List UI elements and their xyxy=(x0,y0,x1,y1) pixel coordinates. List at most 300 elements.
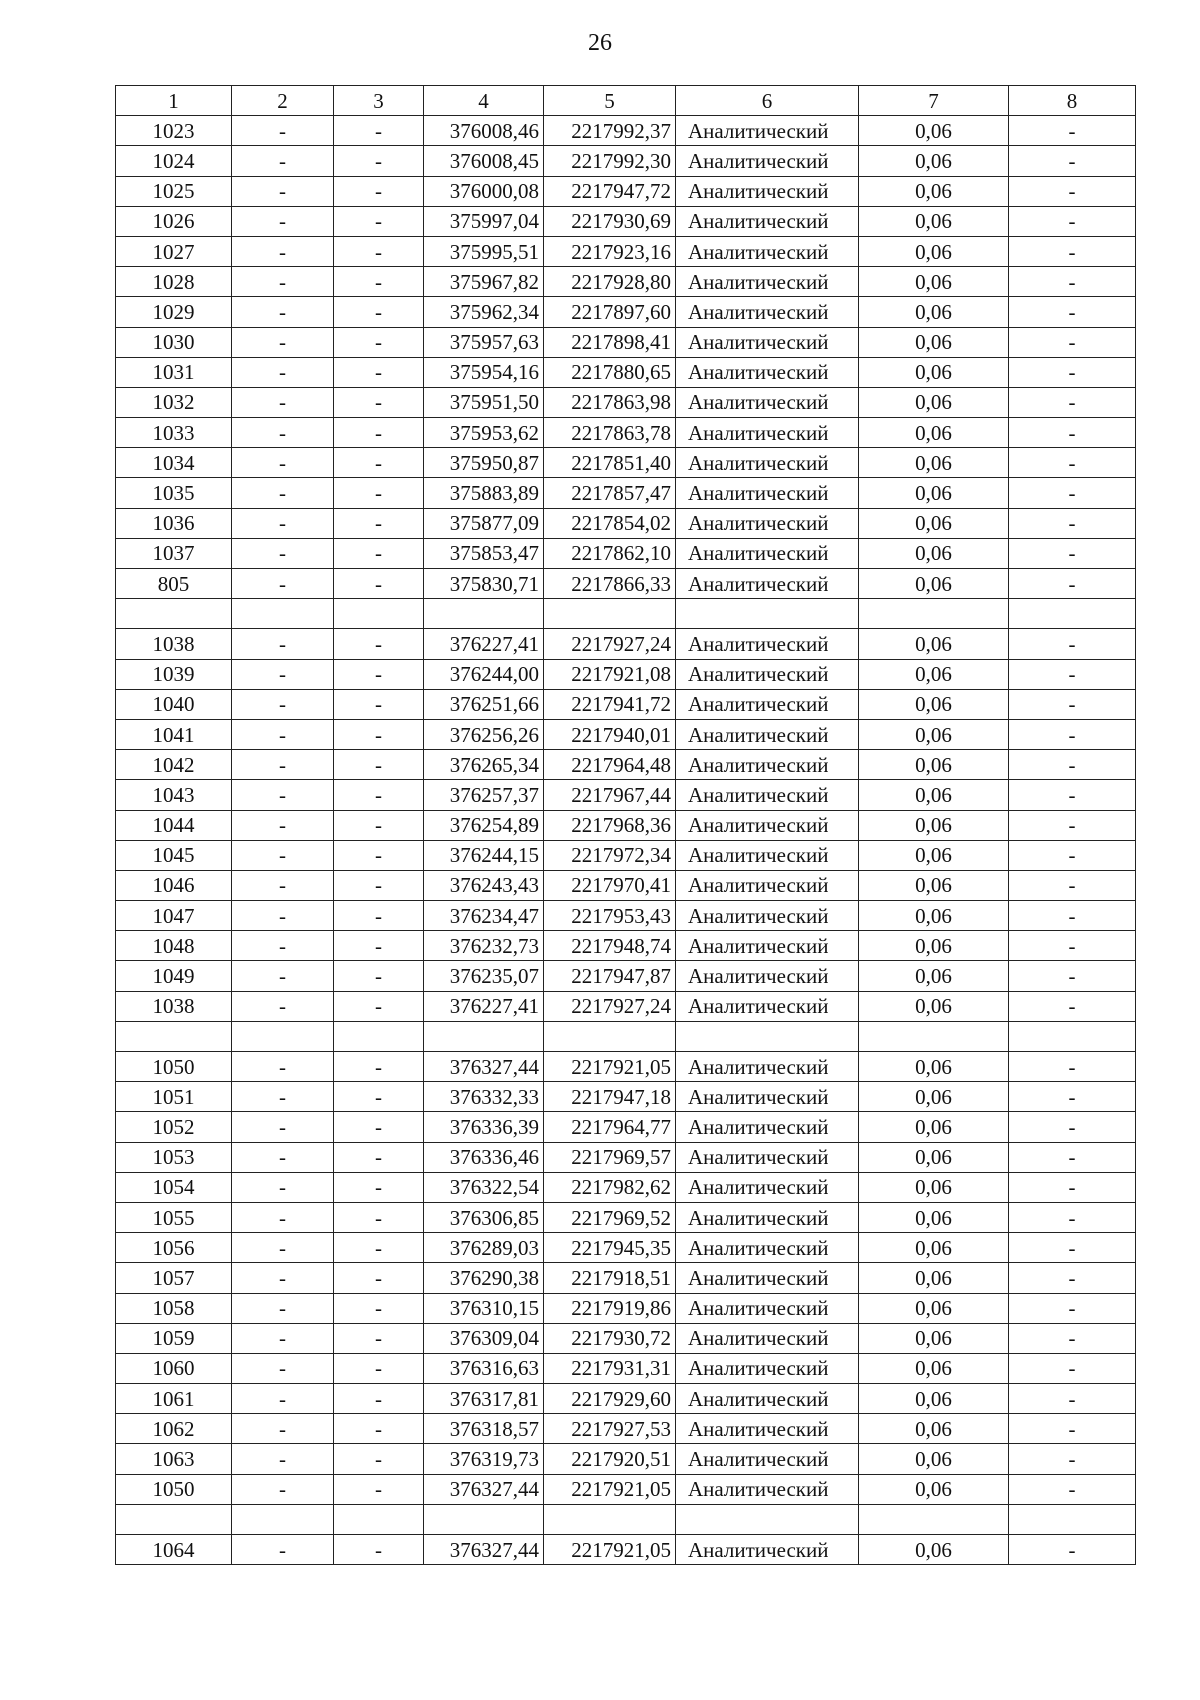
table-cell: 0,06 xyxy=(859,206,1009,236)
table-cell: 0,06 xyxy=(859,1112,1009,1142)
table-cell: Аналитический xyxy=(676,901,859,931)
table-cell: Аналитический xyxy=(676,840,859,870)
table-cell: - xyxy=(1009,146,1136,176)
table-cell: Аналитический xyxy=(676,418,859,448)
table-cell: - xyxy=(1009,961,1136,991)
table-cell: - xyxy=(232,1293,334,1323)
table-cell xyxy=(1009,1504,1136,1534)
table-cell: - xyxy=(1009,1384,1136,1414)
table-cell: Аналитический xyxy=(676,719,859,749)
table-cell: - xyxy=(334,146,424,176)
table-cell: - xyxy=(232,1172,334,1202)
table-cell: - xyxy=(1009,840,1136,870)
table-cell: - xyxy=(1009,357,1136,387)
table-cell: 1023 xyxy=(116,116,232,146)
table-cell: 1051 xyxy=(116,1082,232,1112)
table-cell: 2217854,02 xyxy=(544,508,676,538)
table-cell: - xyxy=(1009,931,1136,961)
table-cell: - xyxy=(334,931,424,961)
table-cell: - xyxy=(334,1444,424,1474)
table-cell: - xyxy=(232,508,334,538)
table-cell: 376008,46 xyxy=(424,116,544,146)
table-cell: - xyxy=(1009,508,1136,538)
table-cell: 2217898,41 xyxy=(544,327,676,357)
table-cell: 2217930,69 xyxy=(544,206,676,236)
table-cell: 1033 xyxy=(116,418,232,448)
table-cell: Аналитический xyxy=(676,870,859,900)
table-row xyxy=(116,327,1136,357)
table-cell: 2217927,53 xyxy=(544,1414,676,1444)
table-cell: 0,06 xyxy=(859,327,1009,357)
table-row xyxy=(116,1414,1136,1444)
table-cell: 376227,41 xyxy=(424,629,544,659)
table-cell: 1038 xyxy=(116,991,232,1021)
table-cell: - xyxy=(334,1142,424,1172)
table-cell: 0,06 xyxy=(859,1444,1009,1474)
table-cell: 2217863,98 xyxy=(544,387,676,417)
table-cell: - xyxy=(334,267,424,297)
table-cell: 376332,33 xyxy=(424,1082,544,1112)
table-cell: - xyxy=(1009,780,1136,810)
table-cell: Аналитический xyxy=(676,236,859,266)
table-cell: 1029 xyxy=(116,297,232,327)
table-cell: - xyxy=(232,236,334,266)
table-cell: - xyxy=(232,1384,334,1414)
table-cell: 0,06 xyxy=(859,1172,1009,1202)
table-cell: 2217851,40 xyxy=(544,448,676,478)
table-row xyxy=(116,357,1136,387)
table-cell: - xyxy=(1009,448,1136,478)
table-cell: - xyxy=(1009,569,1136,599)
table-row xyxy=(116,1082,1136,1112)
table-cell: 376257,37 xyxy=(424,780,544,810)
table-cell: 2217953,43 xyxy=(544,901,676,931)
coordinates-table xyxy=(115,85,1136,1565)
table-cell: 1053 xyxy=(116,1142,232,1172)
table-cell xyxy=(334,1021,424,1051)
table-cell: Аналитический xyxy=(676,206,859,236)
table-cell: 0,06 xyxy=(859,1293,1009,1323)
table-cell: Аналитический xyxy=(676,780,859,810)
table-row xyxy=(116,538,1136,568)
table-cell: - xyxy=(232,357,334,387)
table-row xyxy=(116,629,1136,659)
table-cell: 376316,63 xyxy=(424,1353,544,1383)
table-cell: - xyxy=(1009,1323,1136,1353)
table-cell: - xyxy=(1009,870,1136,900)
table-row xyxy=(116,1233,1136,1263)
table-cell: 1031 xyxy=(116,357,232,387)
table-cell: 375997,04 xyxy=(424,206,544,236)
table-cell: 0,06 xyxy=(859,508,1009,538)
table-row xyxy=(116,901,1136,931)
table-cell: - xyxy=(1009,206,1136,236)
table-cell: 0,06 xyxy=(859,236,1009,266)
table-cell: 375962,34 xyxy=(424,297,544,327)
table-cell: 2217928,80 xyxy=(544,267,676,297)
table-cell: 376319,73 xyxy=(424,1444,544,1474)
table-cell: 1036 xyxy=(116,508,232,538)
table-cell xyxy=(544,1021,676,1051)
table-cell: - xyxy=(232,931,334,961)
table-row xyxy=(116,1444,1136,1474)
table-cell: 375967,82 xyxy=(424,267,544,297)
table-cell: 0,06 xyxy=(859,780,1009,810)
table-row xyxy=(116,1112,1136,1142)
table-cell: - xyxy=(334,659,424,689)
column-header: 6 xyxy=(676,86,859,116)
table-row xyxy=(116,1535,1136,1565)
table-cell: Аналитический xyxy=(676,1535,859,1565)
table-row xyxy=(116,418,1136,448)
table-cell: Аналитический xyxy=(676,1263,859,1293)
table-cell: - xyxy=(232,1323,334,1353)
table-cell: 376289,03 xyxy=(424,1233,544,1263)
table-cell: Аналитический xyxy=(676,810,859,840)
table-cell xyxy=(334,599,424,629)
table-cell: 2217931,31 xyxy=(544,1353,676,1383)
table-cell: 2217921,05 xyxy=(544,1474,676,1504)
table-cell: 2217969,57 xyxy=(544,1142,676,1172)
table-cell: 2217947,87 xyxy=(544,961,676,991)
table-cell: - xyxy=(334,780,424,810)
table-cell: 0,06 xyxy=(859,1082,1009,1112)
table-cell: - xyxy=(334,327,424,357)
table-cell: - xyxy=(334,961,424,991)
table-cell: Аналитический xyxy=(676,750,859,780)
column-header: 8 xyxy=(1009,86,1136,116)
table-cell: - xyxy=(334,297,424,327)
table-row xyxy=(116,659,1136,689)
table-cell: Аналитический xyxy=(676,991,859,1021)
table-cell: 0,06 xyxy=(859,840,1009,870)
table-cell: - xyxy=(334,991,424,1021)
table-cell: 2217927,24 xyxy=(544,991,676,1021)
table-cell: Аналитический xyxy=(676,478,859,508)
table-cell: - xyxy=(232,1414,334,1444)
table-cell xyxy=(859,1021,1009,1051)
table-cell: 1050 xyxy=(116,1474,232,1504)
table-cell: - xyxy=(232,1112,334,1142)
table-cell: Аналитический xyxy=(676,1323,859,1353)
table-cell: 0,06 xyxy=(859,689,1009,719)
table-cell: Аналитический xyxy=(676,1233,859,1263)
table-cell: - xyxy=(334,1082,424,1112)
table-cell: 1045 xyxy=(116,840,232,870)
table-cell xyxy=(424,1504,544,1534)
table-cell: 1061 xyxy=(116,1384,232,1414)
column-header: 7 xyxy=(859,86,1009,116)
table-cell: 376310,15 xyxy=(424,1293,544,1323)
table-cell: Аналитический xyxy=(676,1082,859,1112)
table-cell: 376234,47 xyxy=(424,901,544,931)
table-cell: - xyxy=(334,719,424,749)
table-cell: - xyxy=(232,1202,334,1232)
table-cell: 2217863,78 xyxy=(544,418,676,448)
table-cell: Аналитический xyxy=(676,629,859,659)
table-cell: - xyxy=(1009,1052,1136,1082)
table-cell: - xyxy=(1009,327,1136,357)
table-cell: Аналитический xyxy=(676,1474,859,1504)
table-cell: - xyxy=(232,448,334,478)
table-cell: 375830,71 xyxy=(424,569,544,599)
table-row xyxy=(116,1323,1136,1353)
table-cell: 2217947,18 xyxy=(544,1082,676,1112)
table-cell: 2217969,52 xyxy=(544,1202,676,1232)
table-cell: 0,06 xyxy=(859,1535,1009,1565)
table-cell: 1041 xyxy=(116,719,232,749)
table-cell: 2217964,48 xyxy=(544,750,676,780)
table-row xyxy=(116,840,1136,870)
table-cell: - xyxy=(334,569,424,599)
table-cell: 2217992,30 xyxy=(544,146,676,176)
table-cell: 376317,81 xyxy=(424,1384,544,1414)
table-cell: - xyxy=(1009,297,1136,327)
table-cell: 376306,85 xyxy=(424,1202,544,1232)
table-cell: - xyxy=(1009,719,1136,749)
table-row xyxy=(116,206,1136,236)
table-cell: 0,06 xyxy=(859,478,1009,508)
table-cell: - xyxy=(1009,116,1136,146)
table-cell: 1027 xyxy=(116,236,232,266)
table-cell: 376336,46 xyxy=(424,1142,544,1172)
table-cell: 1042 xyxy=(116,750,232,780)
table-cell: - xyxy=(232,297,334,327)
table-cell: - xyxy=(334,810,424,840)
table-row xyxy=(116,1384,1136,1414)
table-cell: - xyxy=(232,689,334,719)
table-cell: 376254,89 xyxy=(424,810,544,840)
table-cell: - xyxy=(1009,810,1136,840)
table-cell: - xyxy=(334,418,424,448)
table-cell: 0,06 xyxy=(859,1142,1009,1172)
table-row xyxy=(116,599,1136,629)
table-row xyxy=(116,508,1136,538)
table-cell: 1032 xyxy=(116,387,232,417)
table-cell: - xyxy=(232,176,334,206)
table-cell: - xyxy=(1009,1474,1136,1504)
table-cell: - xyxy=(1009,1142,1136,1172)
table-row xyxy=(116,146,1136,176)
table-row xyxy=(116,1293,1136,1323)
table-cell: - xyxy=(1009,689,1136,719)
table-cell: Аналитический xyxy=(676,1172,859,1202)
table-cell: 805 xyxy=(116,569,232,599)
table-cell: 376318,57 xyxy=(424,1414,544,1444)
table-cell xyxy=(544,1504,676,1534)
table-cell: Аналитический xyxy=(676,508,859,538)
table-cell: 2217948,74 xyxy=(544,931,676,961)
table-row xyxy=(116,1021,1136,1051)
table-cell: 0,06 xyxy=(859,357,1009,387)
table-body xyxy=(116,116,1136,1565)
table-cell: 376336,39 xyxy=(424,1112,544,1142)
table-cell: 2217918,51 xyxy=(544,1263,676,1293)
table-cell xyxy=(676,1504,859,1534)
table-cell: 0,06 xyxy=(859,1233,1009,1263)
table-cell: - xyxy=(232,1474,334,1504)
table-cell: - xyxy=(334,1323,424,1353)
table-cell: 2217880,65 xyxy=(544,357,676,387)
table-cell: Аналитический xyxy=(676,569,859,599)
table-cell: - xyxy=(334,538,424,568)
table-row xyxy=(116,1172,1136,1202)
table-cell: 376322,54 xyxy=(424,1172,544,1202)
table-row xyxy=(116,1504,1136,1534)
table-cell: 1028 xyxy=(116,267,232,297)
table-cell: 1048 xyxy=(116,931,232,961)
table-row xyxy=(116,1474,1136,1504)
table-row xyxy=(116,810,1136,840)
table-row xyxy=(116,116,1136,146)
table-row xyxy=(116,780,1136,810)
table-cell: - xyxy=(1009,176,1136,206)
table-cell: 1043 xyxy=(116,780,232,810)
table-cell: 375995,51 xyxy=(424,236,544,266)
table-cell: 0,06 xyxy=(859,810,1009,840)
table-cell: - xyxy=(1009,629,1136,659)
table-cell: 2217945,35 xyxy=(544,1233,676,1263)
table-cell: 376235,07 xyxy=(424,961,544,991)
table-cell: 375853,47 xyxy=(424,538,544,568)
table-cell xyxy=(676,1021,859,1051)
column-header: 1 xyxy=(116,86,232,116)
table-cell: 1062 xyxy=(116,1414,232,1444)
table-cell: 1064 xyxy=(116,1535,232,1565)
table-cell: - xyxy=(1009,418,1136,448)
table-cell: 1035 xyxy=(116,478,232,508)
table-cell: Аналитический xyxy=(676,116,859,146)
table-cell: - xyxy=(232,870,334,900)
table-cell: 1025 xyxy=(116,176,232,206)
table-cell: - xyxy=(1009,1172,1136,1202)
table-cell: - xyxy=(232,840,334,870)
table-cell: 1037 xyxy=(116,538,232,568)
table-cell xyxy=(424,599,544,629)
table-cell: Аналитический xyxy=(676,357,859,387)
table-cell: 2217923,16 xyxy=(544,236,676,266)
table-cell: 0,06 xyxy=(859,387,1009,417)
table-cell: - xyxy=(232,750,334,780)
table-cell: 0,06 xyxy=(859,629,1009,659)
table-cell: 0,06 xyxy=(859,1052,1009,1082)
table-cell: - xyxy=(334,1353,424,1383)
table-row xyxy=(116,991,1136,1021)
table-cell: - xyxy=(334,629,424,659)
table-header-row xyxy=(116,86,1136,116)
table-cell: 0,06 xyxy=(859,418,1009,448)
table-cell: 2217862,10 xyxy=(544,538,676,568)
table-cell: 376244,00 xyxy=(424,659,544,689)
table-cell: 2217941,72 xyxy=(544,689,676,719)
table-cell: 0,06 xyxy=(859,870,1009,900)
table-cell: 2217964,77 xyxy=(544,1112,676,1142)
table-cell: Аналитический xyxy=(676,1414,859,1444)
table-cell xyxy=(544,599,676,629)
table-cell: - xyxy=(334,1202,424,1232)
table-cell: - xyxy=(232,1082,334,1112)
table-cell: - xyxy=(334,116,424,146)
table-cell xyxy=(116,599,232,629)
table-cell: 2217968,36 xyxy=(544,810,676,840)
table-cell: 376309,04 xyxy=(424,1323,544,1353)
table-cell: 0,06 xyxy=(859,1353,1009,1383)
table-cell: - xyxy=(334,478,424,508)
table-cell: 2217857,47 xyxy=(544,478,676,508)
table-cell: 2217967,44 xyxy=(544,780,676,810)
table-cell xyxy=(424,1021,544,1051)
table-cell: Аналитический xyxy=(676,267,859,297)
table-row xyxy=(116,267,1136,297)
table-cell: - xyxy=(232,387,334,417)
table-cell: Аналитический xyxy=(676,659,859,689)
table-cell: - xyxy=(1009,1112,1136,1142)
table-cell: - xyxy=(232,206,334,236)
table-cell: 376000,08 xyxy=(424,176,544,206)
table-cell: - xyxy=(232,1142,334,1172)
table-cell: - xyxy=(334,1172,424,1202)
table-cell: - xyxy=(1009,478,1136,508)
table-cell: 2217921,05 xyxy=(544,1052,676,1082)
table-row xyxy=(116,1202,1136,1232)
table-cell xyxy=(116,1504,232,1534)
table-cell: - xyxy=(1009,1444,1136,1474)
table-cell xyxy=(116,1021,232,1051)
table-cell: - xyxy=(1009,1535,1136,1565)
table-cell: 375883,89 xyxy=(424,478,544,508)
table-cell: - xyxy=(1009,750,1136,780)
table-row xyxy=(116,689,1136,719)
table-cell: 376244,15 xyxy=(424,840,544,870)
table-cell: 0,06 xyxy=(859,116,1009,146)
table-cell: 2217897,60 xyxy=(544,297,676,327)
table-cell: 375951,50 xyxy=(424,387,544,417)
table-cell: 376227,41 xyxy=(424,991,544,1021)
table-cell xyxy=(334,1504,424,1534)
table-cell: - xyxy=(1009,1293,1136,1323)
table-cell: - xyxy=(334,1414,424,1444)
table-cell: 376256,26 xyxy=(424,719,544,749)
table-cell xyxy=(859,1504,1009,1534)
table-cell: 0,06 xyxy=(859,569,1009,599)
table-cell: - xyxy=(1009,1233,1136,1263)
table-cell: - xyxy=(232,327,334,357)
table-cell: 375953,62 xyxy=(424,418,544,448)
table-cell: 2217920,51 xyxy=(544,1444,676,1474)
table-cell: 2217940,01 xyxy=(544,719,676,749)
table-cell: Аналитический xyxy=(676,387,859,417)
table-cell: - xyxy=(334,1384,424,1414)
table-cell: 1038 xyxy=(116,629,232,659)
table-cell: - xyxy=(1009,538,1136,568)
table-cell: 375957,63 xyxy=(424,327,544,357)
table-cell: 1052 xyxy=(116,1112,232,1142)
table-cell: 1026 xyxy=(116,206,232,236)
table-cell: - xyxy=(334,1263,424,1293)
table-cell: 0,06 xyxy=(859,991,1009,1021)
table-cell: Аналитический xyxy=(676,689,859,719)
table-row xyxy=(116,1142,1136,1172)
table-cell: - xyxy=(334,508,424,538)
table-cell: 2217972,34 xyxy=(544,840,676,870)
table-cell: 2217992,37 xyxy=(544,116,676,146)
table-cell: - xyxy=(232,780,334,810)
table-cell: - xyxy=(232,659,334,689)
table-cell: - xyxy=(232,991,334,1021)
table-cell: Аналитический xyxy=(676,448,859,478)
table-cell: - xyxy=(232,961,334,991)
table-cell: - xyxy=(334,357,424,387)
